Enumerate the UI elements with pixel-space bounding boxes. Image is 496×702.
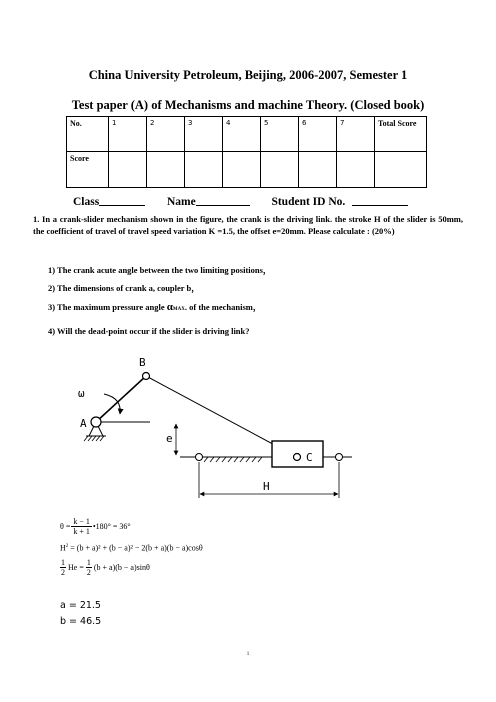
score-cell[interactable] bbox=[223, 152, 261, 188]
sub-question-3-prefix: 3) The maximum pressure angle bbox=[48, 302, 167, 312]
eq1-denominator: k + 1 bbox=[73, 526, 90, 536]
eq1-numerator: k − 1 bbox=[73, 516, 90, 526]
student-info-line bbox=[73, 194, 408, 208]
rotation-arrow-icon bbox=[104, 394, 120, 414]
total-score-label: Total Score bbox=[375, 117, 427, 152]
no-label: No. bbox=[67, 117, 109, 152]
hatch-mark bbox=[204, 457, 208, 462]
student-id-label: Student ID No. bbox=[271, 196, 346, 208]
total-score-cell[interactable] bbox=[375, 152, 427, 188]
eq3-fraction-1 bbox=[60, 558, 66, 577]
label-b: B bbox=[139, 356, 146, 369]
equation-3 bbox=[60, 555, 203, 579]
student-id-field[interactable] bbox=[352, 194, 408, 206]
question-1-text: 1. In a crank-slider mechanism shown in the figure, the crank is the driving link. the stroke H of the slider is 50mm, the coefficient of travel of travel speed variation K =1.5, the offset e=20mm. Please calculate : (20%) bbox=[33, 214, 463, 236]
hatch-mark bbox=[252, 457, 256, 462]
name-label: Name bbox=[166, 196, 196, 208]
hatch-mark bbox=[258, 457, 262, 462]
score-cell[interactable] bbox=[337, 152, 375, 188]
university-title: China University Petroleum, Beijing, 2006-2007, Semester 1 bbox=[88, 68, 408, 82]
guide-hatch bbox=[204, 457, 262, 462]
class-field[interactable] bbox=[99, 194, 145, 206]
question-number-3: 3 bbox=[185, 117, 223, 152]
question-number-4: 4 bbox=[223, 117, 261, 152]
equation-2 bbox=[60, 539, 203, 555]
question-number-6: 6 bbox=[299, 117, 337, 152]
page-number: 1 bbox=[246, 652, 250, 657]
label-e: e bbox=[166, 432, 173, 445]
eq3-denominator-2: 2 bbox=[86, 567, 91, 577]
crank-link bbox=[96, 376, 146, 422]
eq3-denominator-1: 2 bbox=[61, 567, 65, 577]
solution-equations bbox=[60, 515, 203, 579]
eq2-exponent: 2 bbox=[65, 544, 69, 549]
hatch-mark bbox=[240, 457, 244, 462]
question-number-1: 1 bbox=[109, 117, 147, 152]
answer-b: b = 46.5 bbox=[60, 616, 102, 627]
hatch-mark bbox=[228, 457, 232, 462]
hatch-mark bbox=[222, 457, 226, 462]
eq1-lhs: θ = bbox=[60, 521, 71, 531]
paper-title: Test paper (A) of Mechanisms and machine Theory. (Closed book) bbox=[71, 98, 425, 112]
eq2-rhs: = (b + a)² + (b − a)² − 2(b + a)(b − a)cosθ bbox=[68, 543, 203, 553]
label-c: C bbox=[306, 451, 313, 464]
hatch-mark bbox=[234, 457, 238, 462]
answer-a: a = 21.5 bbox=[60, 600, 101, 611]
score-cell[interactable] bbox=[109, 152, 147, 188]
eq1-rhs: •180° = 36° bbox=[92, 521, 131, 531]
label-omega: ω bbox=[78, 387, 85, 400]
alpha-symbol: α bbox=[166, 301, 173, 313]
eq2-lhs: H bbox=[60, 543, 66, 553]
hatch-mark bbox=[216, 457, 220, 462]
limit-position-left bbox=[196, 454, 203, 461]
sub-question-1: 1) The crank acute angle between the two limiting positions， bbox=[48, 265, 272, 275]
limit-position-right bbox=[336, 454, 343, 461]
sub-question-4: 4) Will the dead-point occur if the slider is driving link? bbox=[48, 326, 250, 336]
sub-question-3 bbox=[48, 301, 261, 313]
score-table-header-row bbox=[67, 117, 427, 152]
crank-slider-figure bbox=[0, 340, 496, 505]
sub-question-2: 2) The dimensions of crank a, coupler b， bbox=[48, 283, 200, 293]
eq1-fraction bbox=[71, 517, 92, 536]
eq3-numerator-1: 1 bbox=[61, 557, 65, 567]
alpha-subscript: MAX bbox=[172, 307, 185, 312]
hatch-mark bbox=[246, 457, 250, 462]
question-number-7: 7 bbox=[337, 117, 375, 152]
label-h: H bbox=[263, 480, 270, 493]
label-a: A bbox=[80, 417, 87, 430]
score-cell[interactable] bbox=[147, 152, 185, 188]
score-label: Score bbox=[67, 152, 109, 188]
score-cell[interactable] bbox=[299, 152, 337, 188]
class-label: Class bbox=[73, 196, 100, 208]
score-table bbox=[66, 116, 427, 188]
question-number-5: 5 bbox=[261, 117, 299, 152]
question-number-2: 2 bbox=[147, 117, 185, 152]
score-cell[interactable] bbox=[261, 152, 299, 188]
sub-question-3-suffix: . of the mechanism， bbox=[184, 302, 262, 312]
score-cell[interactable] bbox=[185, 152, 223, 188]
name-field[interactable] bbox=[196, 194, 250, 206]
joint-b bbox=[143, 373, 150, 380]
eq3-rhs: (b + a)(b − a)sinθ bbox=[93, 562, 150, 572]
hatch-mark bbox=[210, 457, 214, 462]
eq3-mid: He = bbox=[68, 562, 84, 572]
equation-1 bbox=[60, 515, 203, 537]
pivot-ground-hatch bbox=[84, 436, 106, 441]
score-table-score-row bbox=[67, 152, 427, 188]
eq3-numerator-2: 1 bbox=[86, 557, 91, 567]
eq3-fraction-2 bbox=[86, 558, 92, 577]
joint-a bbox=[91, 417, 101, 427]
joint-c bbox=[294, 454, 301, 461]
